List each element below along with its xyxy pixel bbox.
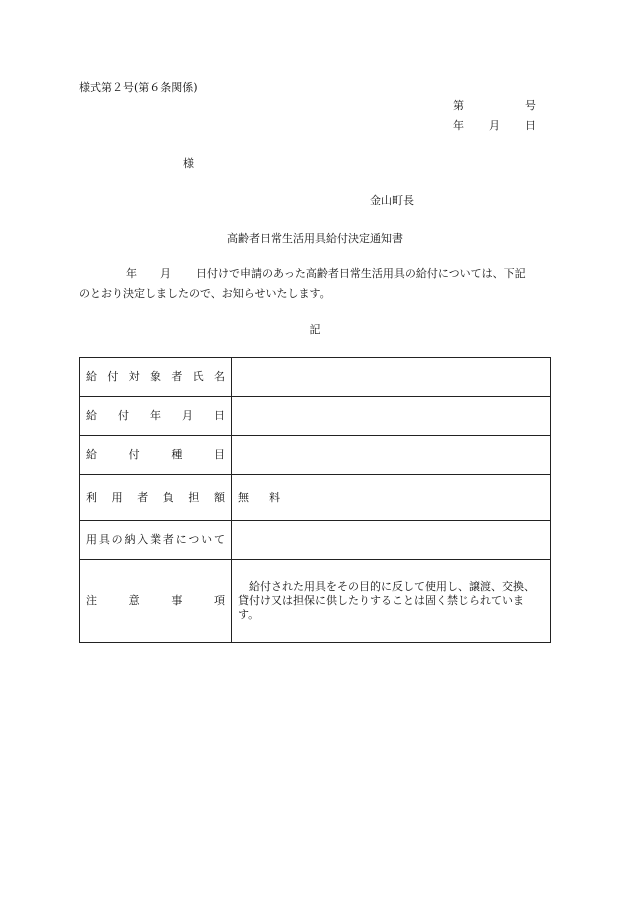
document-number-label: 第 xyxy=(453,99,464,112)
date-month-label: 月 xyxy=(489,119,500,132)
row-value-supplier xyxy=(232,521,551,560)
row-label-user-charge: 利用者負担額 xyxy=(80,475,232,521)
body-year: 年 xyxy=(126,267,137,280)
row-value-date xyxy=(232,397,551,436)
body-month: 月 xyxy=(160,267,171,280)
row-value-item-type xyxy=(232,436,551,475)
document-title: 高齢者日常生活用具給付決定通知書 xyxy=(227,232,403,245)
table-row xyxy=(80,560,551,643)
row-value-recipient xyxy=(232,358,551,397)
row-label-date: 給付年月日 xyxy=(80,397,232,436)
form-number: 様式第２号(第６条関係) xyxy=(79,81,198,94)
issuer-name: 金山町長 xyxy=(370,194,414,207)
table-row xyxy=(80,436,551,475)
date-day-label: 日 xyxy=(525,119,536,132)
recipient-honorific: 様 xyxy=(183,157,194,170)
body-line-2: のとおり決定しましたので、お知らせいたします。 xyxy=(79,287,331,300)
table-row xyxy=(80,358,551,397)
row-label-recipient: 給付対象者氏名 xyxy=(80,358,232,397)
ki-heading: 記 xyxy=(309,323,321,336)
detail-table xyxy=(79,357,551,643)
body-line-1-text: 日付けで申請のあった高齢者日常生活用具の給付については、下記 xyxy=(196,267,526,280)
row-value-cautions: 給付された用具をその目的に反して使用し、譲渡、交換、貸付け又は担保に供したりすることは固く禁じられています。 xyxy=(232,560,551,643)
table-row xyxy=(80,397,551,436)
table-row xyxy=(80,521,551,560)
table-row xyxy=(80,475,551,521)
row-label-supplier: 用具の納入業者について xyxy=(80,521,232,560)
date-year-label: 年 xyxy=(453,119,464,132)
document-number-suffix: 号 xyxy=(525,99,536,112)
row-label-item-type: 給付種目 xyxy=(80,436,232,475)
row-value-user-charge: 無料 xyxy=(232,475,551,521)
row-label-cautions: 注意事項 xyxy=(80,560,232,643)
